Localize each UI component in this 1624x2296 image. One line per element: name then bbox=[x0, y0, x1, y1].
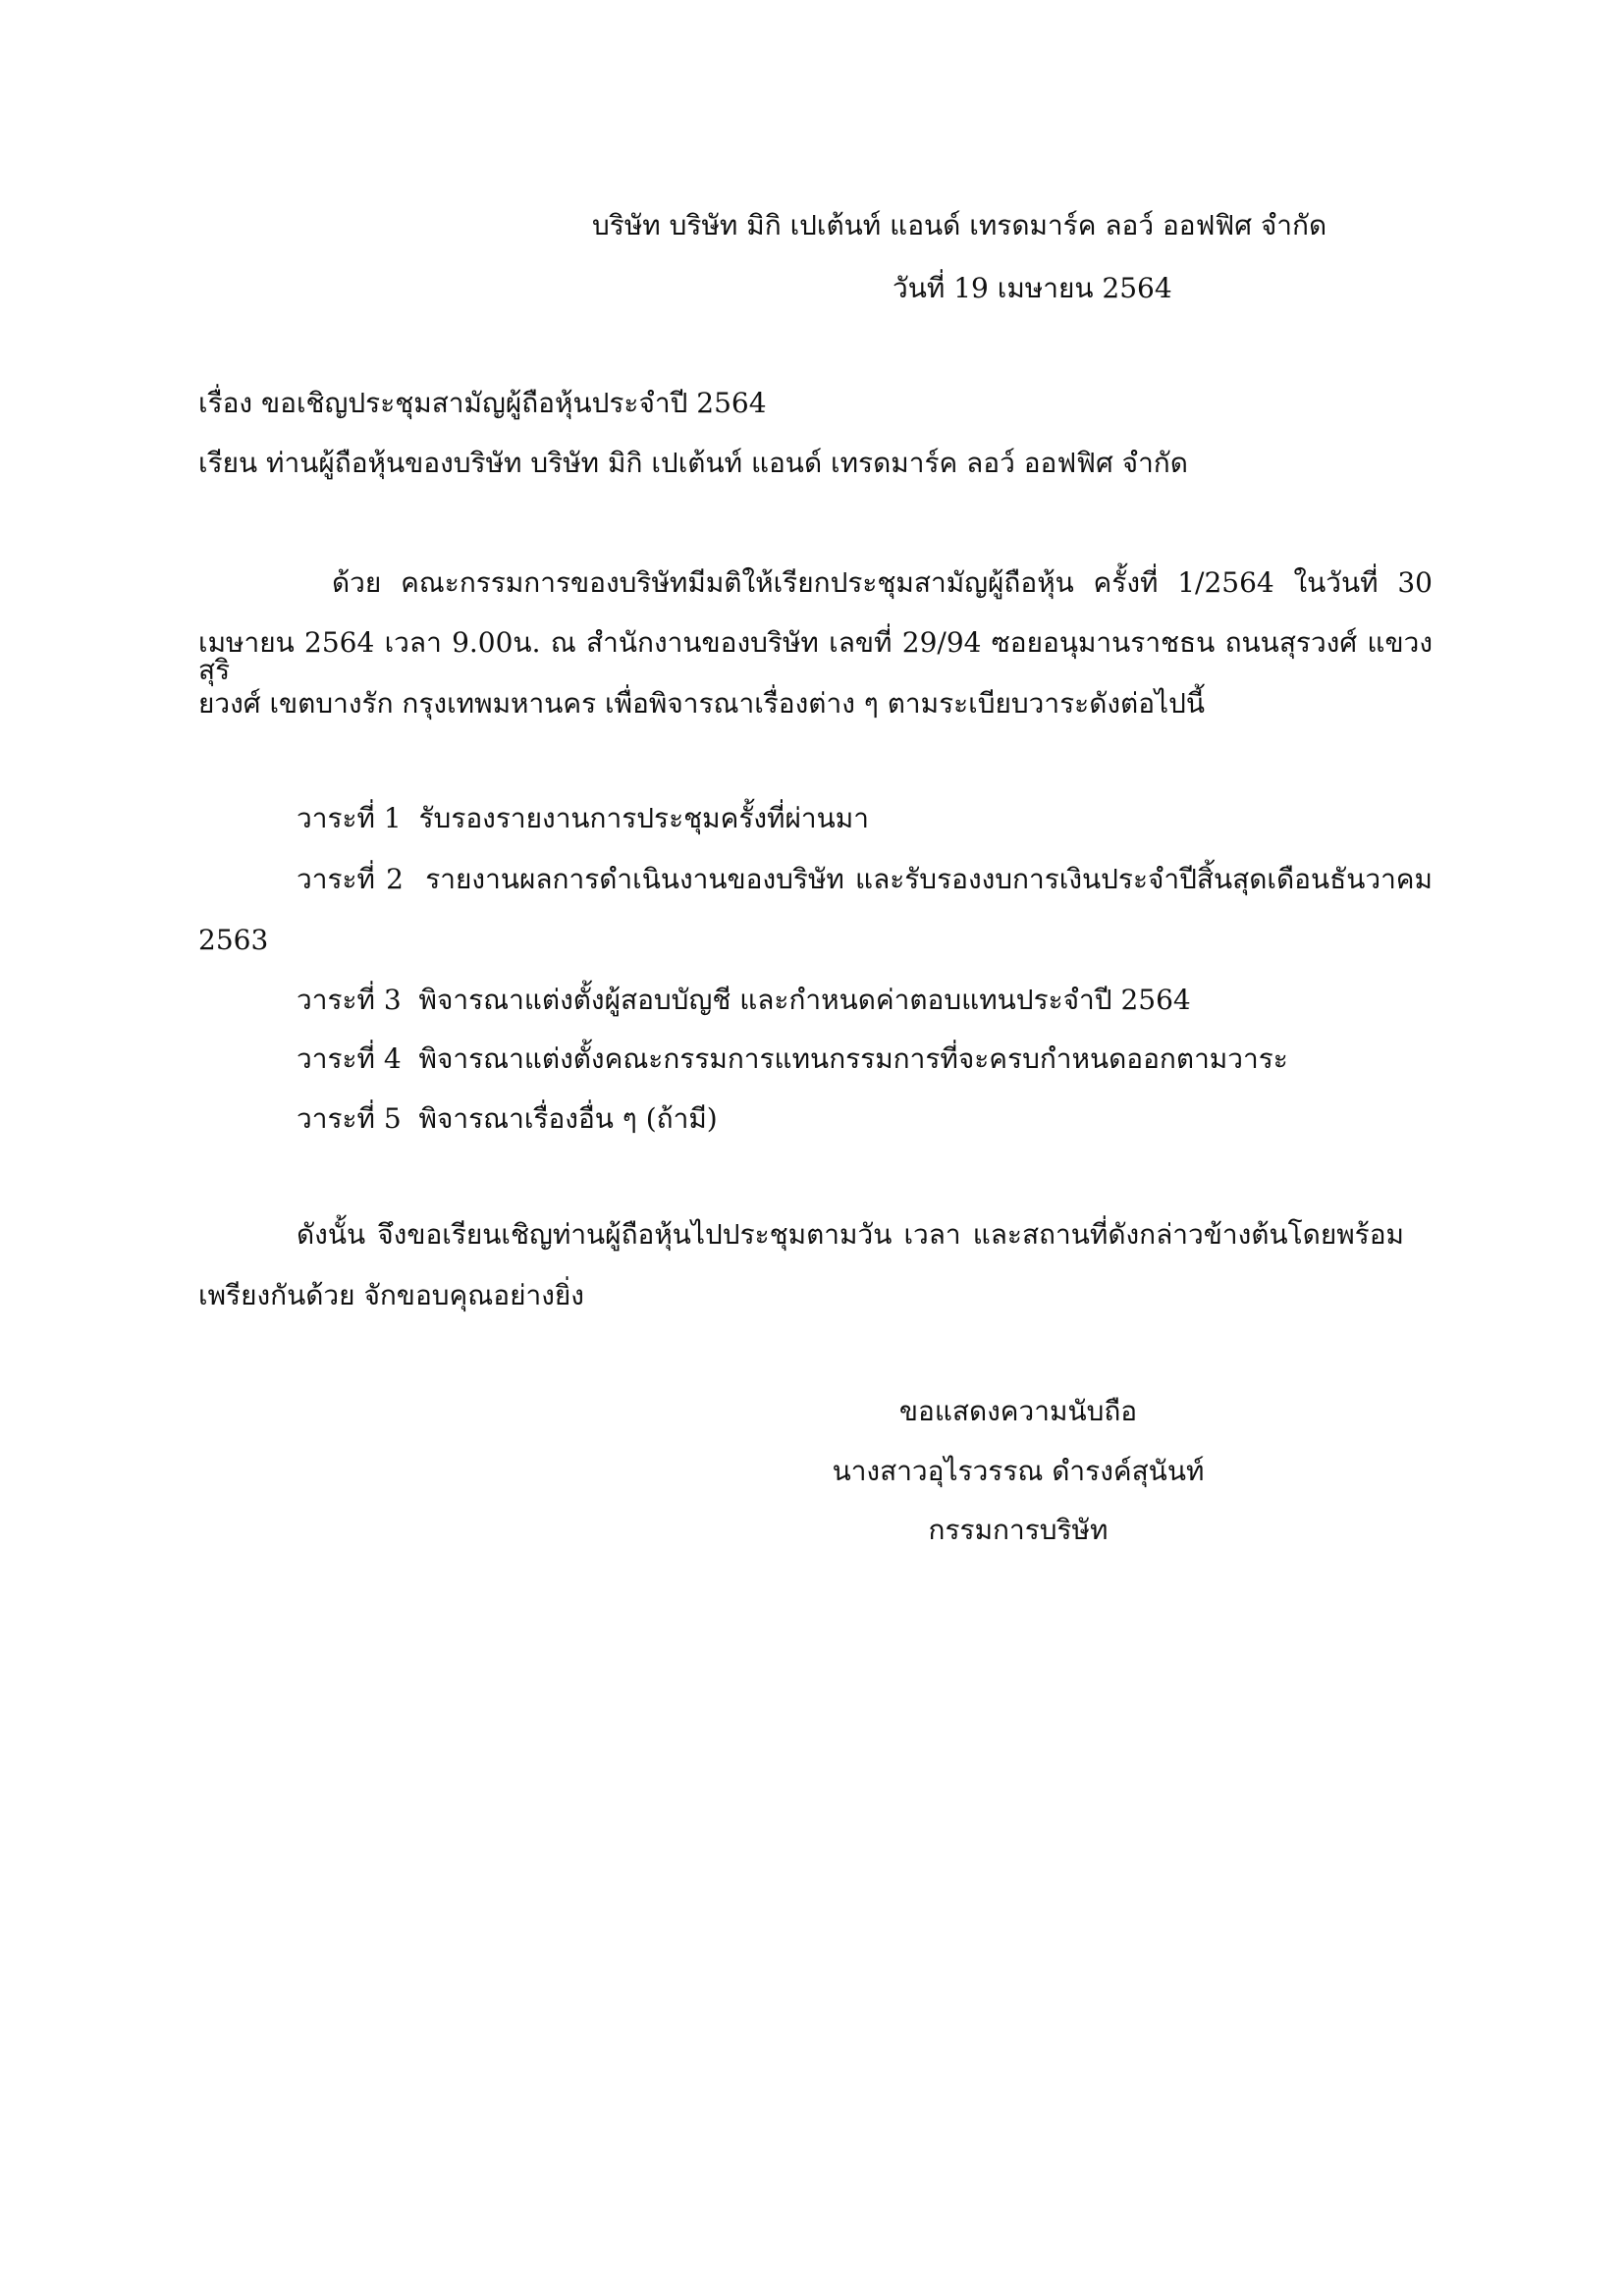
letter-subject: เรื่อง ขอเชิญประชุมสามัญผู้ถือหุ้นประจำปี 2564 bbox=[198, 387, 767, 419]
agenda-text: พิจารณาแต่งตั้งคณะกรรมการแทนกรรมการที่จะครบกำหนดออกตามวาระ bbox=[418, 1042, 1288, 1075]
signature-title: กรรมการบริษัท bbox=[928, 1514, 1109, 1546]
agenda-item bbox=[297, 863, 1433, 895]
agenda-text: รับรองรายงานการประชุมครั้งที่ผ่านมา bbox=[418, 802, 869, 834]
agenda-label: วาระที่ 4 bbox=[297, 1042, 402, 1075]
agenda-text: พิจารณาแต่งตั้งผู้สอบบัญชี และกำหนดค่าตอบแทนประจำปี 2564 bbox=[418, 984, 1191, 1016]
agenda-item bbox=[297, 1042, 1288, 1075]
agenda-item bbox=[297, 802, 869, 834]
agenda-text: พิจารณาเรื่องอื่น ๆ (ถ้ามี) bbox=[418, 1102, 718, 1135]
agenda-text: รายงานผลการดำเนินงานของบริษัท และรับรองงบการเงินประจำปีสิ้นสุดเดือนธันวาคม bbox=[425, 863, 1433, 895]
intro-line-1: ด้วย คณะกรรมการของบริษัทมีมติให้เรียกประชุมสามัญผู้ถือหุ้น ครั้งที่ 1/2564 ในวันที่ 30 bbox=[332, 566, 1433, 599]
agenda-label: วาระที่ 5 bbox=[297, 1102, 402, 1135]
letter-salutation: เรียน ท่านผู้ถือหุ้นของบริษัท บริษัท มิกิ เปเต้นท์ แอนด์ เทรดมาร์ค ลอว์ ออฟฟิศ จำกัด bbox=[198, 447, 1188, 479]
agenda-label: วาระที่ 1 bbox=[297, 802, 402, 834]
intro-line-2: เมษายน 2564 เวลา 9.00น. ณ สำนักงานของบริษัท เลขที่ 29/94 ซอยอนุมานราชธน ถนนสุรวงศ์ แขวงสุริ bbox=[198, 626, 1433, 686]
company-header: บริษัท บริษัท มิกิ เปเต้นท์ แอนด์ เทรดมาร์ค ลอว์ ออฟฟิศ จำกัด bbox=[592, 209, 1327, 241]
agenda-label: วาระที่ 3 bbox=[297, 984, 402, 1016]
closing-line-2: เพรียงกันด้วย จักขอบคุณอย่างยิ่ง bbox=[198, 1279, 584, 1311]
intro-line-3: ยวงศ์ เขตบางรัก กรุงเทพมหานคร เพื่อพิจารณาเรื่องต่าง ๆ ตามระเบียบวาระดังต่อไปนี้ bbox=[198, 687, 1206, 720]
signature-regards: ขอแสดงความนับถือ bbox=[898, 1395, 1138, 1427]
signature-name: นางสาวอุไรวรรณ ดำรงค์สุนันท์ bbox=[832, 1455, 1205, 1487]
closing-line-1: ดังนั้น จึงขอเรียนเชิญท่านผู้ถือหุ้นไปประชุมตามวัน เวลา และสถานที่ดังกล่าวข้างต้นโดยพร้อม bbox=[297, 1218, 1404, 1251]
agenda-item bbox=[297, 1102, 718, 1135]
agenda-item bbox=[297, 984, 1191, 1016]
agenda-label: วาระที่ 2 bbox=[297, 863, 404, 895]
letter-date: วันที่ 19 เมษายน 2564 bbox=[893, 272, 1172, 304]
agenda-continuation: 2563 bbox=[198, 924, 269, 956]
